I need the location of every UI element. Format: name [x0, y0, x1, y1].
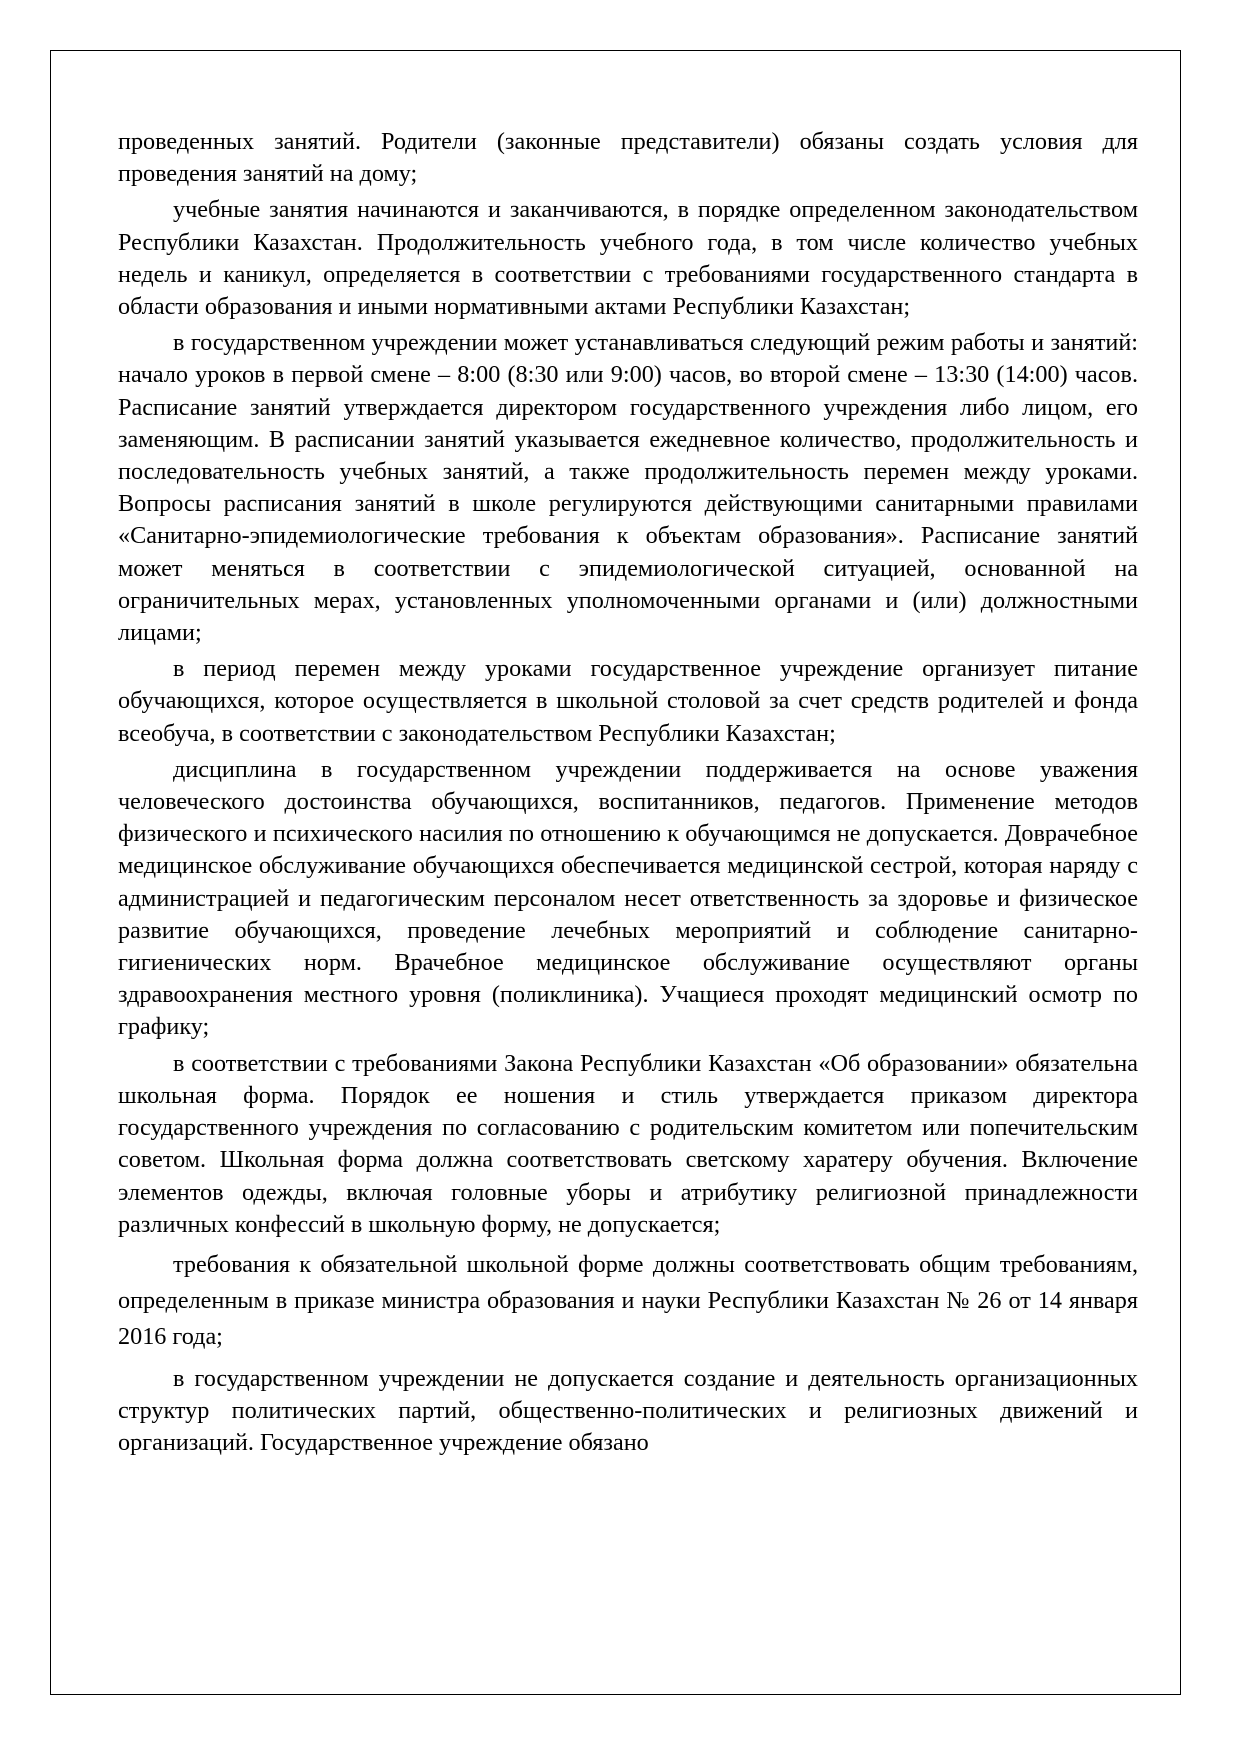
paragraph-uniform-requirements: требования к обязательной школьной форме должны соответствовать общим требованиям, определенным в приказе министра образования и науки Республики Казахстан № 26 от 14 января 2016 года; [118, 1250, 1138, 1350]
paragraph-school-year: учебные занятия начинаются и заканчиваются, в порядке определенном законодательством Республики Казахстан. Продолжительность учебного года, в том числе количество учебных недель и каникул, определяется в соответствии с требованиями государственного стандарта в области образования и иными нормативными актами Республики Казахстан; [118, 196, 1138, 321]
paragraph-political-structures: в государственном учреждении не допускается создание и деятельность организационных структур политических партий, общественно-политических и религиозных движений и организаций. Государственное учреждение обязано [118, 1364, 1138, 1457]
paragraph-schedule: в государственном учреждении может устанавливаться следующий режим работы и занятий: начало уроков в первой смене – 8:00 (8:30 или 9:00) часов, во второй смене – 13:30 (14:00) часов. Расписание занятий утверждается директором государственного учреждения либо лицом, его заменяющим. В расписании занятий указывается ежедневное количество, продолжительность и последовательность учебных занятий, а также продолжительность перемен между уроками. Вопросы расписания занятий в школе регулируются действующими санитарными правилами «Санитарно-эпидемиологические требования к объектам образования». Расписание занятий может меняться в соответствии с эпидемиологической ситуацией, основанной на ограничительных мерах, установленных уполномоченными органами и (или) должностными лицами; [118, 329, 1138, 647]
paragraph-nutrition: в период перемен между уроками государственное учреждение организует питание обучающихся, которое осуществляется в школьной столовой за счет средств родителей и фонда всеобуча, в соответствии с законодательством Республики Казахстан; [118, 655, 1138, 747]
paragraph-home-lessons: проведенных занятий. Родители (законные представители) обязаны создать условия для проведения занятий на дому; [118, 128, 1138, 188]
paragraph-discipline: дисциплина в государственном учреждении поддерживается на основе уважения человеческого достоинства обучающихся, воспитанников, педагогов. Применение методов физического и психического насилия по отношению к обучающимся не допускается. Доврачебное медицинское обслуживание обучающихся обеспечивается медицинской сестрой, которая наряду с администрацией и педагогическим персоналом несет ответственность за здоровье и физическое развитие обучающихся, проведение лечебных мероприятий и соблюдение санитарно-гигиенических норм. Врачебное медицинское обслуживание осуществляют органы здравоохранения местного уровня (поликлиника). Учащиеся проходят медицинский осмотр по графику; [118, 755, 1138, 1041]
document-body [118, 126, 1138, 1460]
paragraph-school-uniform: в соответствии с требованиями Закона Республики Казахстан «Об образовании» обязательна школьная форма. Порядок ее ношения и стиль утверждается приказом директора государственного учреждения по согласованию с родительским комитетом или попечительским советом. Школьная форма должна соответствовать светскому харатеру обучения. Включение элементов одежды, включая головные уборы и атрибутику религиозной принадлежности различных конфессий в школьную форму, не допускается; [118, 1049, 1138, 1238]
